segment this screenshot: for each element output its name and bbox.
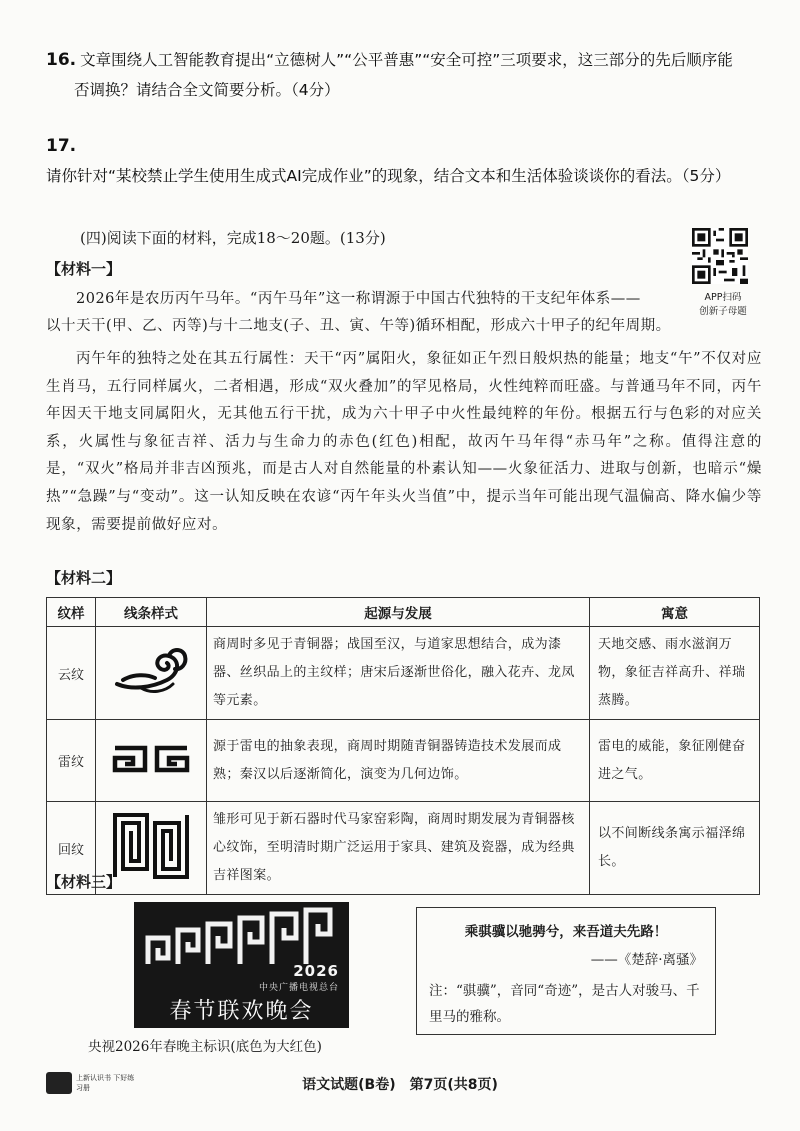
pattern-origin: 雏形可见于新石器时代马家窑彩陶，商周时期发展为青铜器核心纹饰，至明清时期广泛运用于家具、建筑及瓷器，成为经典吉祥图案。 [207,802,590,895]
logo-org: 中央广播电视总台 [258,983,339,993]
pattern-origin: 商周时多见于青铜器；战国至汉，与道家思想结合，成为漆器、丝织品上的主纹样；唐宋后逐渐世俗化，融入花卉、龙凤等元素。 [207,627,590,720]
cloud-pattern-icon [111,644,191,698]
table-row [47,802,760,895]
table-header: 纹样 [47,598,96,627]
publisher-slogan: 上新认识书 下好练习册 [76,1074,135,1092]
logo-year: 2026 [293,962,339,980]
question-number: 16. [46,50,77,70]
pattern-meaning: 雷电的威能，象征刚健奋进之气。 [590,720,760,802]
table-header-row [47,598,760,627]
question-text-cont: 否调换？请结合全文简要分析。（4分） [74,81,340,99]
logo-title: 春节联欢晚会 [169,999,314,1024]
pattern-name: 回纹 [47,802,96,895]
pattern-name: 雷纹 [47,720,96,802]
question-text: 请你针对“某校禁止学生使用生成式AI完成作业”的现象，结合文本和生活体验谈谈你的看法。（5分） [46,167,731,185]
pattern-style-cell [96,627,207,720]
pattern-style-cell [96,720,207,802]
table-header: 寓意 [590,598,760,627]
pattern-origin: 源于雷电的抽象表现，商周时期随青铜器铸造技术发展而成熟；秦汉以后逐渐简化，演变为几何边饰。 [207,720,590,802]
pattern-table [46,597,760,895]
material-1-label: 【材料一】 [46,260,122,278]
table-header: 起源与发展 [207,598,590,627]
poem-source: ——《楚辞·离骚》 [590,952,703,968]
pattern-meaning: 天地交感、雨水滋润万物，象征吉祥高升、祥瑞蒸腾。 [590,627,760,720]
gala-logo [134,902,349,1028]
meander-pattern-icon [111,811,191,881]
poem-line: 乘骐骥以驰骋兮，来吾道夫先路！ [464,924,668,940]
table-row [47,627,760,720]
table-row [47,720,760,802]
poem-note: 注：“骐骥”，音同“奇迹”，是古人对骏马、千里马的雅称。 [429,983,700,1025]
question-number: 17. [46,136,77,156]
table-header: 线条样式 [96,598,207,627]
question-17 [46,131,760,191]
material-2-label: 【材料二】 [46,569,122,587]
poem-box [416,907,716,1035]
pattern-meaning: 以不间断线条寓示福泽绵长。 [590,802,760,895]
qr-caption: APP扫码 创新子母题 [699,292,747,317]
material-3-label: 【材料三】 [46,873,122,891]
material-1-para-1: 2026年是农历丙午马年。“丙午马年”这一称谓源于中国古代独特的干支纪年体系—— 以十天干(甲、乙、丙等)与十二地支(子、丑、寅、午等)循环相配，形成六十甲子的纪年周期。 [46,291,671,334]
page-footer: 语文试题(B卷) 第7页(共8页) [302,1077,498,1093]
question-16 [46,45,760,105]
thunder-pattern-icon [111,744,191,774]
section-title: (四)阅读下面的材料，完成18～20题。(13分) [80,229,386,247]
logo-caption: 央视2026年春晚主标识(底色为大红色) [88,1039,322,1055]
pattern-name: 云纹 [47,627,96,720]
material-1-para-2: 丙午年的独特之处在其五行属性：天干“丙”属阳火，象征如正午烈日般炽热的能量；地支“午”不仅对应生肖马，五行同样属火，二者相遇，形成“双火叠加”的罕见格局，火性纯粹而旺盛。与普通马年不同，丙午年因天干地支同属阳火，无其他五行干扰，成为六十甲子中火性最纯粹的年份。根据五行与色彩的对应关系，火属性与象征吉祥、活力与生命力的赤色(红色)相配，故丙午马年得“赤马年”之称。值得注意的是，“双火”格局并非吉凶预兆，而是古人对自然能量的朴素认知——火象征活力、进取与创新，也暗示“燥热”“急躁”与“变动”。这一认知反映在农谚“丙午年头火当值”中，提示当年可能出现气温偏高、降水偏少等现象，需要提前做好应对。 [46,351,762,533]
question-text: 文章围绕人工智能教育提出“立德树人”“公平普惠”“安全可控”三项要求，这三部分的先后顺序能 [80,51,733,69]
qr-code-icon[interactable] [692,228,748,284]
